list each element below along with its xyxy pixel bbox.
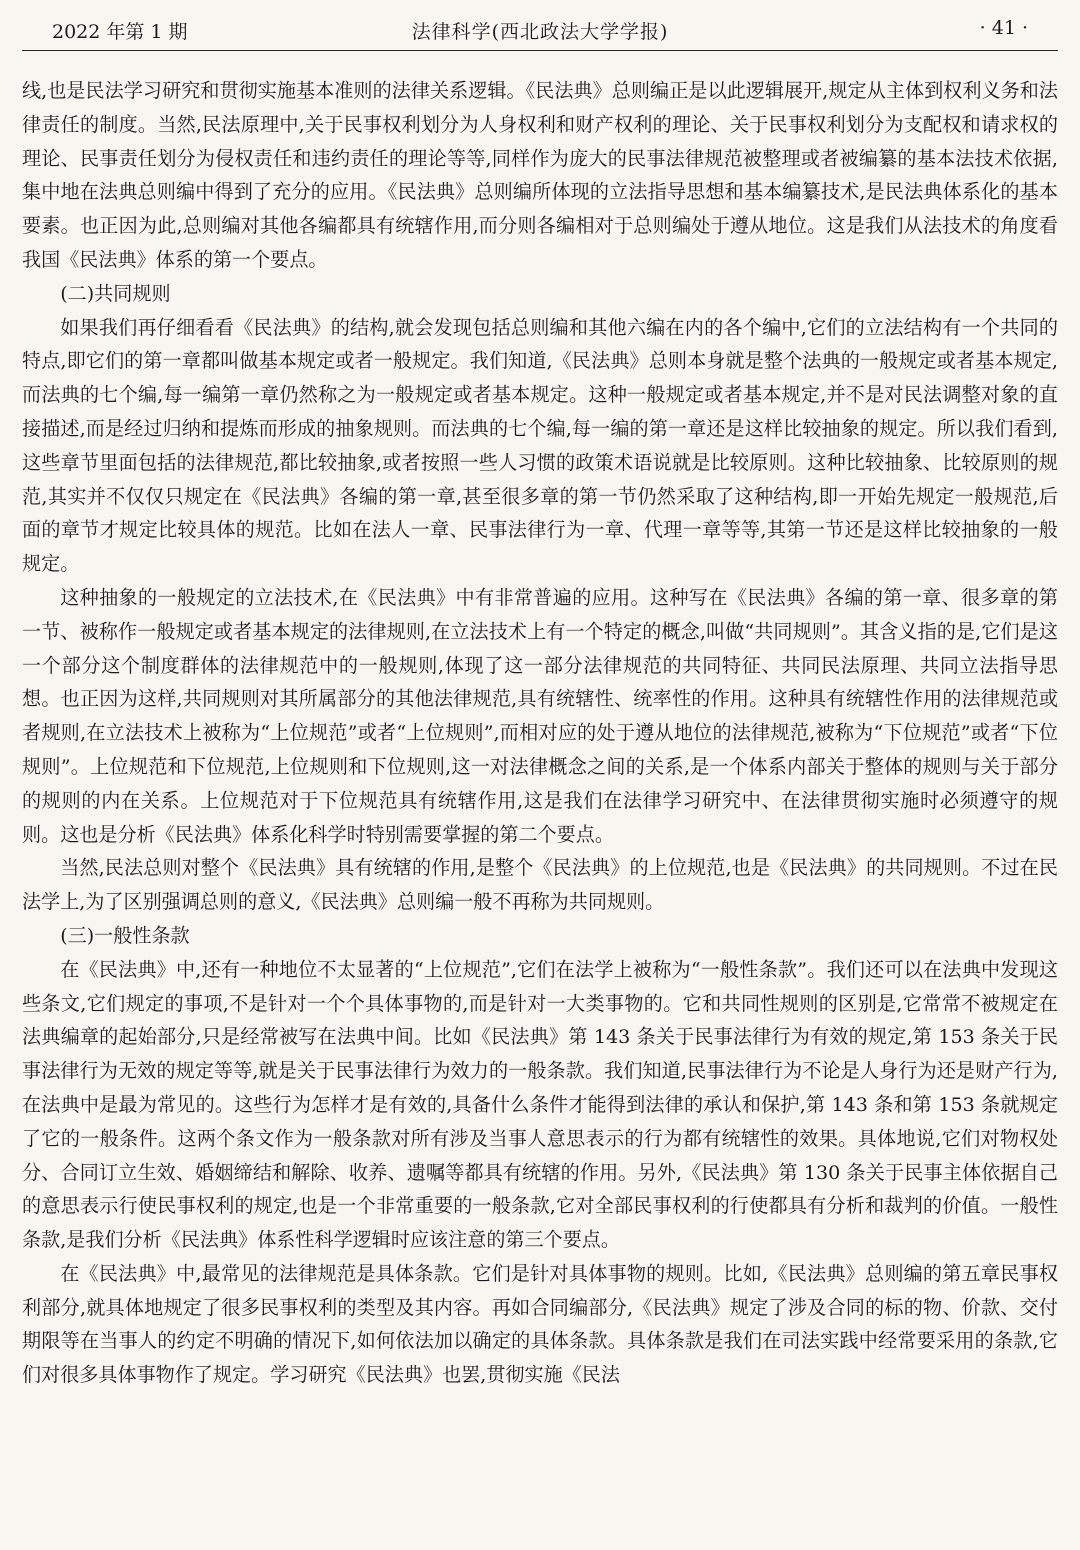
article-body [22,74,1058,1392]
paragraph: 当然,民法总则对整个《民法典》具有统辖的作用,是整个《民法典》的上位规范,也是《民法典》的共同规则。不过在民法学上,为了区别强调总则的意义,《民法典》总则编一般不再称为共同规则。 [22,856,1058,914]
paragraph: 这种抽象的一般规定的立法技术,在《民法典》中有非常普遍的应用。这种写在《民法典》各编的第一章、很多章的第一节、被称作一般规定或者基本规定的法律规则,在立法技术上有一个特定的概念,叫做“共同规则”。其含义指的是,它们是这一个部分这个制度群体的法律规范中的一般规则,体现了这一部分法律规范的共同特征、共同民法原理、共同立法指导思想。也正因为这样,共同规则对其所属部分的其他法律规范,具有统辖性、统率性的作用。这种具有统辖性作用的法律规范或者规则,在立法技术上被称为“上位规范”或者“上位规则”,而相对应的处于遵从地位的法律规范,被称为“下位规范”或者“下位规则”。上位规范和下位规范,上位规则和下位规则,这一对法律概念之间的关系,是一个体系内部关于整体的规则与关于部分的规则的内在关系。上位规范对于下位规范具有统辖作用,这是我们在法律学习研究中、在法律贯彻实施时必须遵守的规则。这也是分析《民法典》体系化科学时特别需要掌握的第二个要点。 [22,585,1058,846]
page-number: · 41 · [979,17,1028,39]
section-heading-general-clauses: (三)一般性条款 [60,923,190,947]
paragraph: 在《民法典》中,最常见的法律规范是具体条款。它们是针对具体事物的规则。比如,《民法典》总则编的第五章民事权利部分,就具体地规定了很多民事权利的类型及其内容。再如合同编部分,《民法典》规定了涉及合同的标的物、价款、交付期限等在当事人的约定不明确的情况下,如何依法加以确定的具体条款。具体条款是我们在司法实践中经常要采用的条款,它们对很多具体事物作了规定。学习研究《民法典》也罢,贯彻实施《民法 [22,1261,1058,1387]
issue-label: 2022 年第 1 期 [52,21,188,43]
paragraph: 在《民法典》中,还有一种地位不太显著的“上位规范”,它们在法学上被称为“一般性条款”。我们还可以在法典中发现这些条文,它们规定的事项,不是针对一个个具体事物的,而是针对一大类事物的。它和共同性规则的区别是,它常常不被规定在法典编章的起始部分,只是经常被写在法典中间。比如《民法典》第 143 条关于民事法律行为有效的规定,第 153 条关于民事法律行为无效的规定等等,就是关于民事法律行为效力的一般条款。我们知道,民事法律行为不论是人身行为还是财产行为,在法典中是最为常见的。这些行为怎样才是有效的,具备什么条件才能得到法律的承认和保护,第 143 条和第 153 条就规定了它的一般条件。这两个条文作为一般条款对所有涉及当事人意思表示的行为都有统辖性的效果。具体地说,它们对物权处分、合同订立生效、婚姻缔结和解除、收养、遗嘱等都具有统辖的作用。另外,《民法典》第 130 条关于民事主体依据自己的意思表示行使民事权利的规定,也是一个非常重要的一般条款,它对全部民事权利的行使都具有分析和裁判的价值。一般性条款,是我们分析《民法典》体系性科学逻辑时应该注意的第三个要点。 [22,957,1058,1252]
journal-title: 法律科学(西北政法大学学报) [411,21,669,43]
paragraph-continued: 线,也是民法学习研究和贯彻实施基本准则的法律关系逻辑。《民法典》总则编正是以此逻辑展开,规定从主体到权利义务和法律责任的制度。当然,民法原理中,关于民事权利划分为人身权利和财产权利的理论、关于民事权利划分为支配权和请求权的理论、民事责任划分为侵权责任和违约责任的理论等等,同样作为庞大的民事法律规范被整理或者被编纂的基本法技术依据,集中地在法典总则编中得到了充分的应用。《民法典》总则编所体现的立法指导思想和基本编纂技术,是民法典体系化的基本要素。也正因为此,总则编对其他各编都具有统辖作用,而分则各编相对于总则编处于遵从地位。这是我们从法技术的角度看我国《民法典》体系的第一个要点。 [22,79,1058,271]
section-heading-common-rules: (二)共同规则 [60,281,171,305]
paragraph: 如果我们再仔细看看《民法典》的结构,就会发现包括总则编和其他六编在内的各个编中,它们的立法结构有一个共同的特点,即它们的第一章都叫做基本规定或者一般规定。我们知道,《民法典》总则本身就是整个法典的一般规定或者基本规定,而法典的七个编,每一编第一章仍然称之为一般规定或者基本规定。这种一般规定或者基本规定,并不是对民法调整对象的直接描述,而是经过归纳和提炼而形成的抽象规则。而法典的七个编,每一编的第一章还是这样比较抽象的规定。所以我们看到,这些章节里面包括的法律规范,都比较抽象,或者按照一些人习惯的政策术语说就是比较原则。这种比较抽象、比较原则的规范,其实并不仅仅只规定在《民法典》各编的第一章,甚至很多章的第一节仍然采取了这种结构,即一开始先规定一般规范,后面的章节才规定比较具体的规范。比如在法人一章、民事法律行为一章、代理一章等等,其第一节还是这样比较抽象的一般规定。 [22,315,1058,576]
running-header [22,0,1058,51]
